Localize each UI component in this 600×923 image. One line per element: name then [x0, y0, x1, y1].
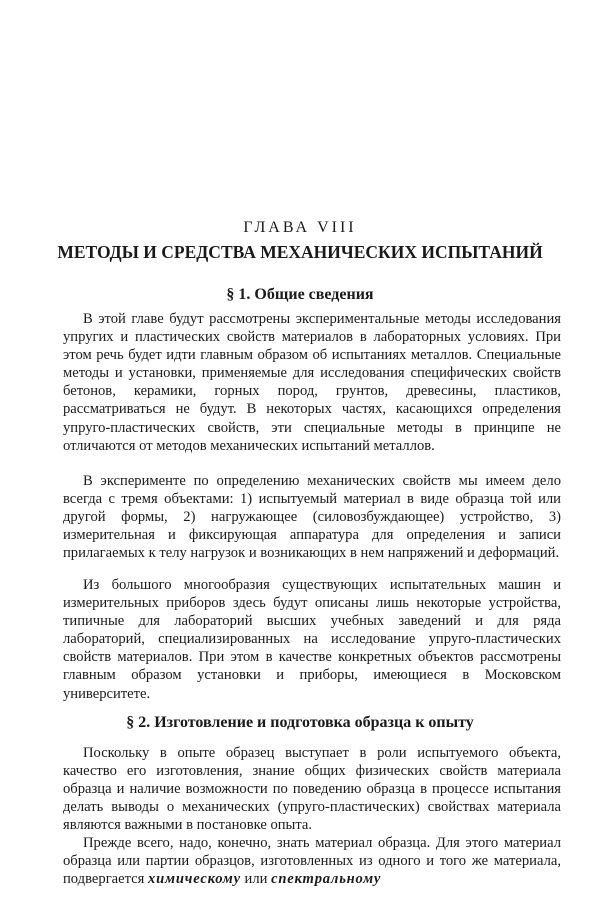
section-1-heading: § 1. Общие сведения — [226, 286, 374, 303]
emphasis-spectral: спектральному — [271, 871, 382, 888]
section-1-paragraph-2: В эксперименте по определению механических свойств мы имеем дело всегда с тремя объектами: 1) испытуемый материал в виде образца той или другой формы, 2) нагружающее (силовозбуждающее) устройство, 3) измерительная и фиксирующая аппаратура для определения и записи прилагаемых к телу нагрузок и возникающих в нем напряжений и деформаций. — [63, 473, 561, 562]
section-2-heading: § 2. Изготовление и подготовка образца к опыту — [126, 714, 474, 731]
connector-word: или — [244, 871, 268, 888]
section-1-paragraph-3: Из большого многообразия существующих испытательных машин и измерительных приборов здесь будут описаны лишь некоторые устройства, типичные для лабораторий высших учебных заведений и для ряда лабораторий, специализированных на исследование упруго-пластических свойств материалов. При этом в качестве конкретных объектов рассмотрены главным образом установки и приборы, имеющиеся в Московском университете. — [63, 577, 561, 702]
emphasis-chemical: химическому — [148, 871, 241, 888]
chapter-label: ГЛАВА VIII — [243, 219, 357, 236]
section-2-paragraph-1: Поскольку в опыте образец выступает в роли испытуемого объекта, качество его изготовления, знание общих физических свойств материала образца и наличие возможности по поведению образца в процессе испытания делать выводы о механических (упруго-пластических) свойствах материала являются важными в постановке опыта. — [63, 745, 561, 834]
section-1-paragraph-1: В этой главе будут рассмотрены экспериментальные методы исследования упругих и пластических свойств материалов в лабораторных условиях. При этом речь будет идти главным образом об испытаниях металлов. Специальные методы и установки, применяемые для исследования специфических свойств бетонов, керамики, горных пород, грунтов, древесины, пластиков, рассматриваться не будут. В некоторых частях, касающихся определения упруго-пластических свойств, эти специальные методы в принципе не отличаются от методов механических испытаний металлов. — [63, 311, 561, 454]
chapter-title: МЕТОДЫ И СРЕДСТВА МЕХАНИЧЕСКИХ ИСПЫТАНИЙ — [57, 242, 543, 262]
paragraph-text: Прежде всего, надо, конечно, знать материал образца. Для этого материал образца или партии образцов, изготовленных из одного и того же материала, подвергается — [63, 835, 561, 888]
section-2-paragraph-2 — [63, 834, 561, 888]
